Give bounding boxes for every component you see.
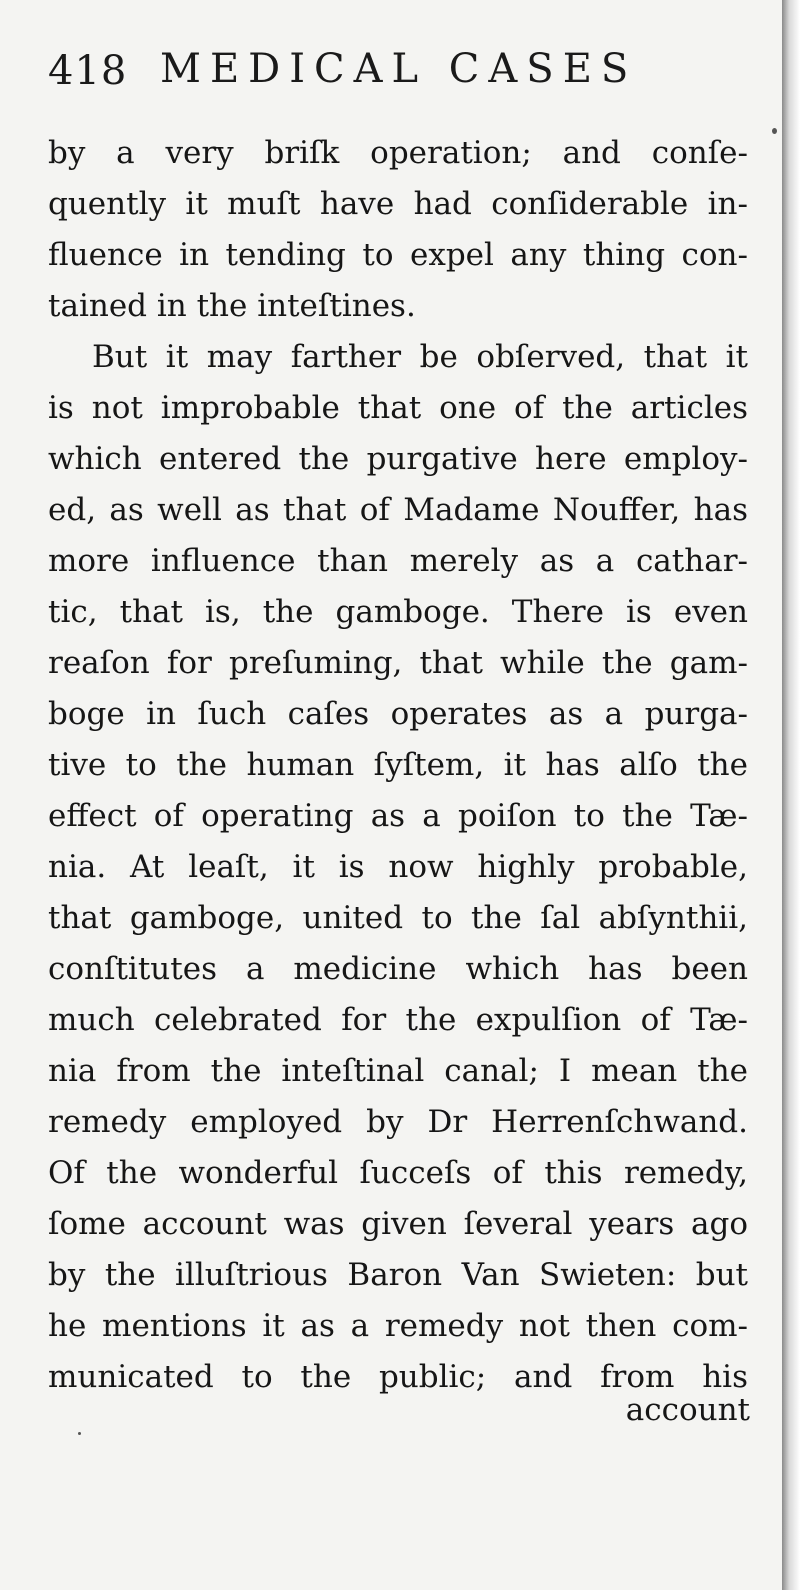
text-line: reaſon for preſuming, that while the gam- — [48, 645, 748, 681]
text-line: nia. At leaſt, it is now highly probable, — [48, 849, 748, 885]
ink-speck — [78, 1432, 81, 1435]
text-line: effect of operating as a poiſon to the Tæ- — [48, 798, 748, 834]
text-line: boge in ſuch caſes operates as a purga- — [48, 696, 748, 732]
text-line: tic, that is, the gamboge. There is even — [48, 594, 748, 630]
text-line: quently it muſt have had conſiderable in- — [48, 186, 748, 222]
running-head: MEDICAL CASES — [160, 46, 638, 92]
page-header — [48, 42, 748, 102]
catchword: account — [625, 1392, 750, 1428]
paragraph-start-line: But it may farther be obſerved, that it — [92, 339, 748, 375]
body-text — [48, 128, 748, 1403]
text-line: he mentions it as a remedy not then com- — [48, 1308, 748, 1344]
text-line: conſtitutes a medicine which has been — [48, 951, 748, 987]
text-line: nia from the inteſtinal canal; I mean the — [48, 1053, 748, 1089]
text-line: tained in the inteſtines. — [48, 288, 416, 324]
page-gutter — [782, 0, 800, 1590]
text-line: by the illuſtrious Baron Van Swieten: but — [48, 1257, 748, 1293]
text-line: ſome account was given ſeveral years ago — [48, 1206, 748, 1242]
text-line: municated to the public; and from his — [48, 1359, 748, 1395]
text-line: tive to the human ſyſtem, it has alſo the — [48, 747, 748, 783]
page-number: 418 — [48, 48, 128, 94]
text-line: is not improbable that one of the articles — [48, 390, 748, 426]
text-line: by a very briſk operation; and conſe- — [48, 135, 748, 171]
text-line: ed, as well as that of Madame Nouffer, has — [48, 492, 748, 528]
text-line: remedy employed by Dr Herrenſchwand. — [48, 1104, 748, 1140]
text-line: more influence than merely as a cathar- — [48, 543, 748, 579]
text-line: that gamboge, united to the ſal abſynthii, — [48, 900, 748, 936]
text-line: much celebrated for the expulſion of Tæ- — [48, 1002, 748, 1038]
text-line: Of the wonderful ſucceſs of this remedy, — [48, 1155, 748, 1191]
text-line: fluence in tending to expel any thing con- — [48, 237, 748, 273]
text-line: which entered the purgative here employ- — [48, 441, 748, 477]
ink-speck — [772, 128, 777, 134]
